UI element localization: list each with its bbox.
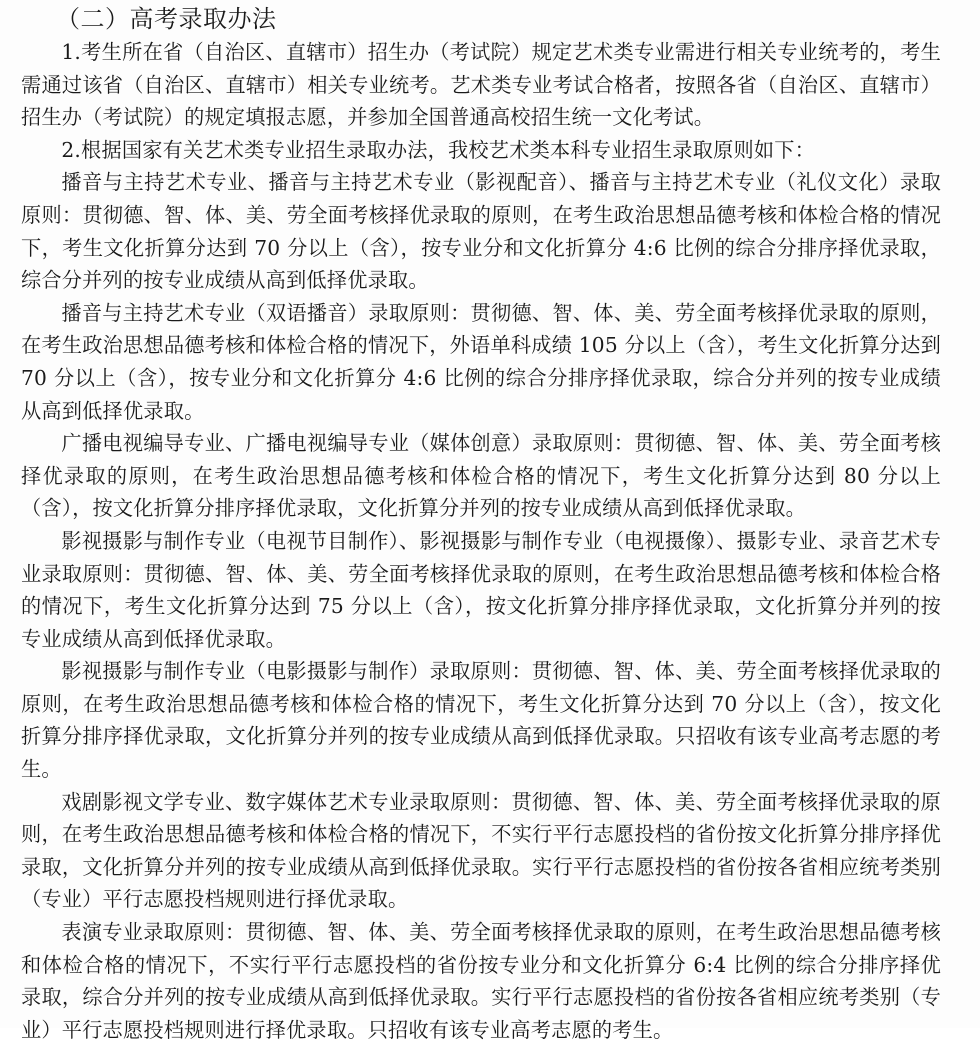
paragraph-performance: 表演专业录取原则：贯彻德、智、体、美、劳全面考核择优录取的原则，在考生政治思想品德考核和体检合格的情况下，不实行平行志愿投档的省份按专业分和文化折算分 6:4 比例的综合分排序择优录取，综合分并列的按专业成绩从高到低择优录取。实行平行志愿投档的省份按各省相应统考类别（专业）平行志愿投档规则进行择优录取。只招收有该专业高考志愿的考生。 bbox=[21, 920, 941, 1042]
paragraph-drama-digital-media: 戏剧影视文学专业、数字媒体艺术专业录取原则：贯彻德、智、体、美、劳全面考核择优录取的原则，在考生政治思想品德考核和体检合格的情况下，不实行平行志愿投档的省份按文化折算分排序择优录取，文化折算分并列的按专业成绩从高到低择优录取。实行平行志愿投档的省份按各省相应统考类别（专业）平行志愿投档规则进行择优录取。 bbox=[21, 789, 941, 912]
paragraph-broadcasting-hosting: 播音与主持艺术专业、播音与主持艺术专业（影视配音）、播音与主持艺术专业（礼仪文化）录取原则：贯彻德、智、体、美、劳全面考核择优录取的原则，在考生政治思想品德考核和体检合格的情况下，考生文化折算分达到 70 分以上（含），按专业分和文化折算分 4:6 比例的综合分排序择优录取，综合分并列的按专业成绩从高到低择优录取。 bbox=[21, 170, 941, 293]
paragraph-radio-tv-directing: 广播电视编导专业、广播电视编导专业（媒体创意）录取原则：贯彻德、智、体、美、劳全面考核择优录取的原则，在考生政治思想品德考核和体检合格的情况下，考生文化折算分达到 80 分以上（含），按文化折算分排序择优录取，文化折算分并列的按专业成绩从高到低择优录取。 bbox=[21, 431, 941, 521]
paragraph-admission-intro: 2.根据国家有关艺术类专业招生录取办法，我校艺术类本科专业招生录取原则如下： bbox=[61, 137, 816, 162]
document-body bbox=[21, 36, 941, 1046]
paragraph-exam-requirement: 1.考生所在省（自治区、直辖市）招生办（考试院）规定艺术类专业需进行相关专业统考的，考生需通过该省（自治区、直辖市）相关专业统考。艺术类专业考试合格者，按照各省（自治区、直辖市）招生办（考试院）的规定填报志愿，并参加全国普通高校招生统一文化考试。 bbox=[21, 40, 941, 130]
paragraph-film-tv-photography: 影视摄影与制作专业（电视节目制作）、影视摄影与制作专业（电视摄像）、摄影专业、录音艺术专业录取原则：贯彻德、智、体、美、劳全面考核择优录取的原则，在考生政治思想品德考核和体检合格的情况下，考生文化折算分达到 75 分以上（含），按文化折算分排序择优录取，文化折算分并列的按专业成绩从高到低择优录取。 bbox=[21, 528, 941, 651]
paragraph-film-cinematography: 影视摄影与制作专业（电影摄影与制作）录取原则：贯彻德、智、体、美、劳全面考核择优录取的原则，在考生政治思想品德考核和体检合格的情况下，考生文化折算分达到 70 分以上（含），按文化折算分排序择优录取，文化折算分并列的按专业成绩从高到低择优录取。只招收有该专业高考志愿的考生。 bbox=[21, 659, 941, 782]
section-heading: （二）高考录取办法 bbox=[56, 5, 277, 33]
paragraph-bilingual-broadcasting: 播音与主持艺术专业（双语播音）录取原则：贯彻德、智、体、美、劳全面考核择优录取的原则，在考生政治思想品德考核和体检合格的情况下，外语单科成绩 105 分以上（含），考生文化折算分达到 70 分以上（含），按专业分和文化折算分 4:6 比例的综合分排序择优录取，综合分并列的按专业成绩从高到低择优录取。 bbox=[21, 300, 941, 423]
